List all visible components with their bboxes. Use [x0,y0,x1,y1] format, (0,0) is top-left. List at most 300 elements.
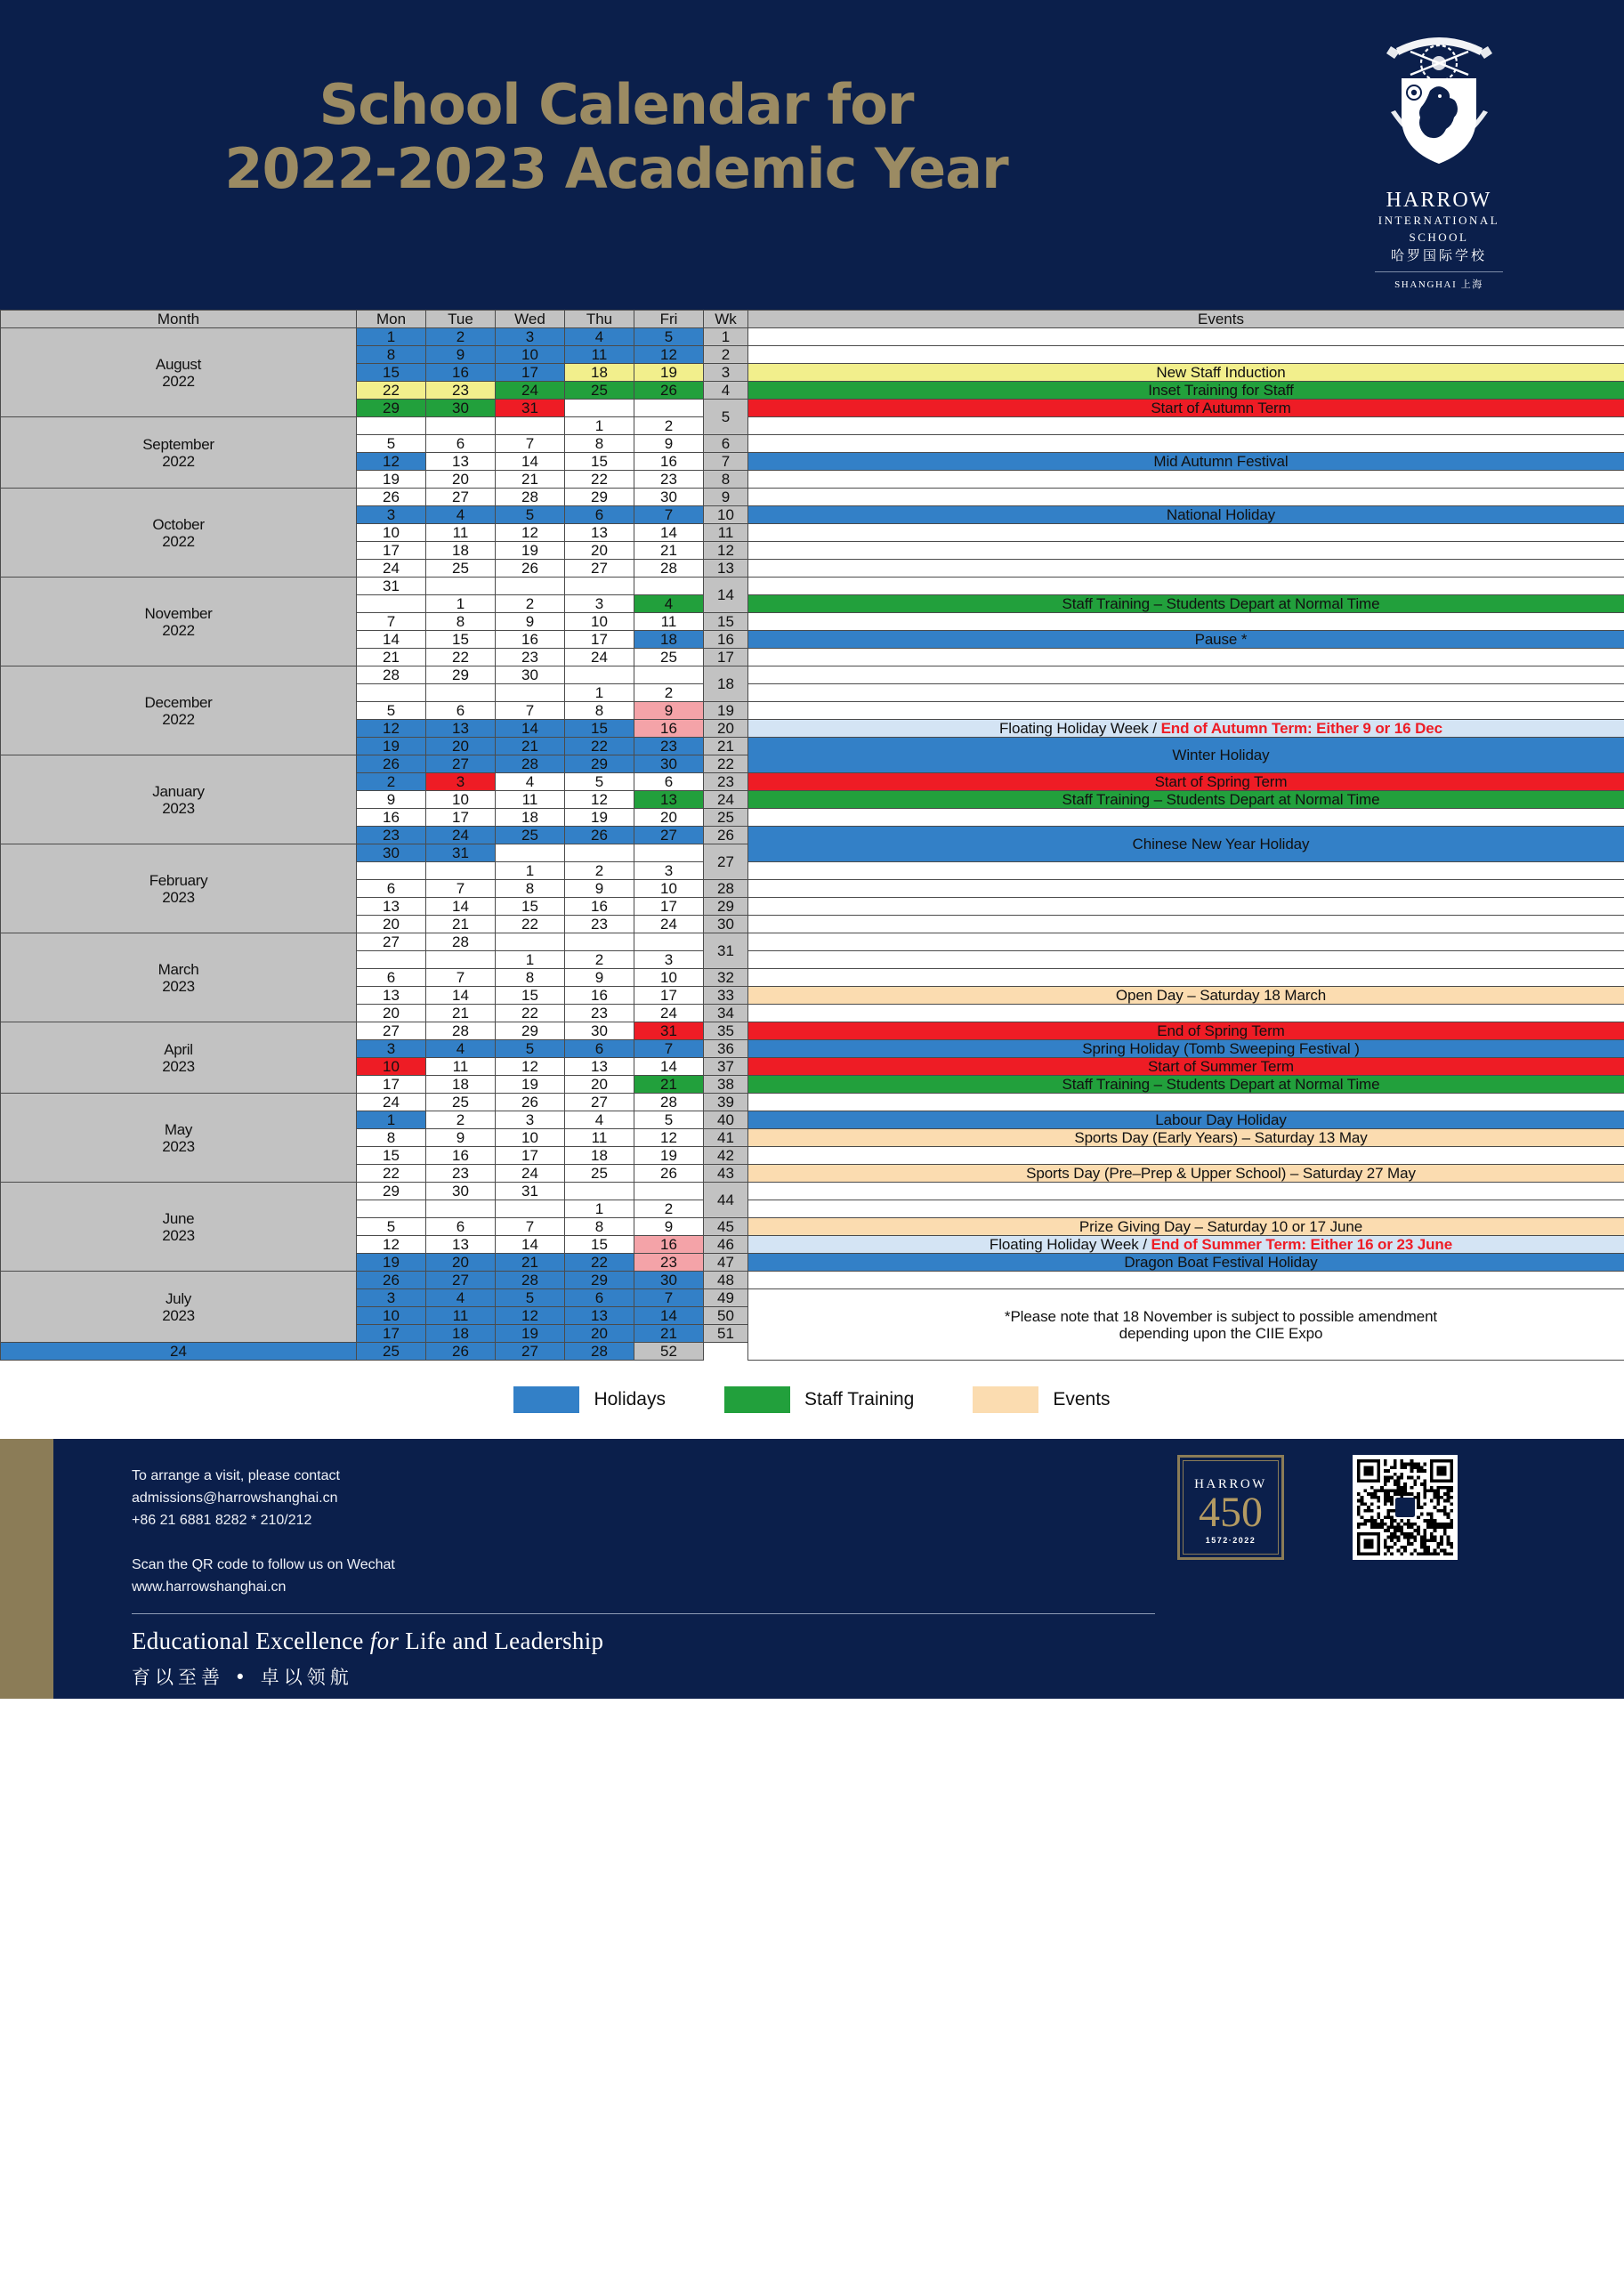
event-label-plain: Floating Holiday Week / [999,720,1161,737]
week-number-cell: 26 [704,827,748,844]
week-number-cell: 33 [704,987,748,1005]
week-number-cell: 36 [704,1040,748,1058]
col-header-wk: Wk [704,311,748,328]
day-cell: 20 [565,1325,634,1343]
motto-english [132,1628,603,1655]
day-cell: 24 [357,1094,426,1111]
month-label-june [1,1183,357,1272]
day-cell: 1 [565,684,634,702]
day-cell: 17 [357,1076,426,1094]
website-url[interactable]: www.harrowshanghai.cn [132,1579,287,1595]
day-cell: 7 [634,506,704,524]
week-number-cell: 47 [704,1254,748,1272]
day-cell: 28 [357,666,426,684]
day-cell: 8 [565,435,634,453]
month-name: June [162,1209,195,1227]
day-cell [634,666,704,684]
legend-item-staff-training [724,1386,914,1413]
day-cell: 29 [565,1272,634,1289]
week-number-cell: 12 [704,542,748,560]
day-cell: 7 [357,613,426,631]
day-cell: 2 [565,951,634,969]
day-cell: 12 [496,524,565,542]
day-cell [426,1200,496,1218]
day-cell [496,417,565,435]
day-cell: 22 [565,738,634,755]
day-cell: 15 [426,631,496,649]
day-cell: 5 [634,328,704,346]
badge-harrow-text: HARROW [1194,1477,1267,1491]
day-cell: 3 [357,1040,426,1058]
event-cell [748,933,1624,951]
day-cell: 24 [634,916,704,933]
day-cell: 14 [496,720,565,738]
day-cell: 10 [426,791,496,809]
col-header-thu: Thu [565,311,634,328]
day-cell: 23 [634,471,704,489]
month-name: October [152,515,205,533]
crest-divider [1375,271,1503,272]
day-cell: 27 [634,827,704,844]
event-cell: National Holiday [748,506,1624,524]
day-cell: 22 [496,916,565,933]
day-cell: 6 [357,880,426,898]
day-cell: 23 [634,1254,704,1272]
event-cell: Staff Training – Students Depart at Normal Time [748,1076,1624,1094]
event-cell: Spring Holiday (Tomb Sweeping Festival ) [748,1040,1624,1058]
day-cell: 30 [426,400,496,417]
day-cell: 11 [634,613,704,631]
month-name: May [164,1120,193,1138]
day-cell: 19 [496,542,565,560]
page-footer [0,1439,1624,1699]
legend-label: Staff Training [804,1389,915,1410]
week-number-cell: 5 [704,400,748,435]
week-number-cell: 24 [704,791,748,809]
contact-email[interactable]: admissions@harrowshanghai.cn [132,1490,338,1506]
day-cell: 16 [357,809,426,827]
day-cell: 14 [634,1307,704,1325]
week-number-cell: 42 [704,1147,748,1165]
day-cell: 15 [565,1236,634,1254]
day-cell: 3 [357,1289,426,1307]
calendar-week-row [1,1183,1624,1200]
footer-divider [132,1613,1155,1614]
day-cell: 19 [496,1076,565,1094]
day-cell: 17 [357,542,426,560]
event-cell [748,1094,1624,1111]
motto-english-b: Life and Leadership [399,1628,604,1654]
day-cell: 5 [357,702,426,720]
day-cell: 14 [496,1236,565,1254]
col-header-mon: Mon [357,311,426,328]
wechat-instruction: Scan the QR code to follow us on Wechat [132,1557,395,1572]
day-cell: 29 [496,1022,565,1040]
day-cell: 21 [496,1254,565,1272]
day-cell: 23 [426,382,496,400]
month-label-april [1,1022,357,1094]
event-cell [748,702,1624,720]
calendar-week-row [1,328,1624,346]
day-cell [634,844,704,862]
event-cell: Mid Autumn Festival [748,453,1624,471]
col-header-tue: Tue [426,311,496,328]
day-cell [357,417,426,435]
week-number-cell: 22 [704,755,748,773]
week-number-cell: 4 [704,382,748,400]
event-cell [748,898,1624,916]
day-cell [426,684,496,702]
event-cell: Labour Day Holiday [748,1111,1624,1129]
week-number-cell: 28 [704,880,748,898]
month-label-august [1,328,357,417]
day-cell: 1 [565,417,634,435]
day-cell: 16 [634,1236,704,1254]
motto-chinese: 育以至善 • 卓以领航 [132,1667,353,1688]
day-cell: 24 [634,1005,704,1022]
day-cell: 20 [426,471,496,489]
day-cell: 13 [565,1307,634,1325]
day-cell: 12 [357,1236,426,1254]
day-cell: 19 [634,364,704,382]
event-cell [748,649,1624,666]
day-cell: 23 [565,1005,634,1022]
week-number-cell: 50 [704,1307,748,1325]
day-cell: 31 [496,400,565,417]
day-cell: 18 [634,631,704,649]
event-cell [748,951,1624,969]
day-cell: 16 [565,898,634,916]
event-cell [748,720,1624,738]
day-cell: 22 [565,1254,634,1272]
day-cell: 27 [426,1272,496,1289]
week-number-cell: 13 [704,560,748,578]
day-cell: 16 [634,720,704,738]
month-year: 2023 [162,888,195,906]
day-cell: 31 [426,844,496,862]
day-cell: 27 [426,489,496,506]
day-cell: 12 [634,1129,704,1147]
legend-swatch [973,1386,1038,1413]
day-cell: 26 [357,755,426,773]
event-cell: Staff Training – Students Depart at Normal Time [748,791,1624,809]
calendar-week-row [1,1272,1624,1289]
day-cell: 21 [426,916,496,933]
month-year: 2022 [162,710,195,728]
day-cell: 15 [496,898,565,916]
day-cell: 19 [565,809,634,827]
week-number-cell: 7 [704,453,748,471]
harrow-450-badge [1177,1455,1284,1560]
day-cell: 6 [565,1040,634,1058]
day-cell: 24 [357,560,426,578]
week-number-cell: 48 [704,1272,748,1289]
qr-code-icon [1357,1459,1453,1555]
month-name: March [158,960,199,978]
day-cell: 9 [634,702,704,720]
event-cell: End of Spring Term [748,1022,1624,1040]
day-cell: 18 [426,1076,496,1094]
day-cell: 14 [496,453,565,471]
footer-accent-bar [0,1439,53,1699]
event-label-highlight: End of Summer Term: Either 16 or 23 June [1151,1236,1453,1253]
day-cell: 4 [426,1289,496,1307]
day-cell: 13 [426,720,496,738]
day-cell: 27 [496,1343,565,1361]
day-cell: 28 [565,1343,634,1361]
day-cell: 15 [496,987,565,1005]
page-title-line1: School Calendar for [319,72,914,137]
day-cell: 18 [565,364,634,382]
month-name: April [164,1040,193,1058]
month-label-january [1,755,357,844]
day-cell: 1 [426,595,496,613]
event-cell [748,916,1624,933]
day-cell: 11 [565,1129,634,1147]
day-cell: 2 [496,595,565,613]
contact-block [132,1466,340,1531]
day-cell: 11 [426,1058,496,1076]
day-cell: 18 [426,542,496,560]
week-number-cell: 51 [704,1325,748,1343]
day-cell: 27 [357,1022,426,1040]
week-number-cell: 39 [704,1094,748,1111]
day-cell: 9 [426,346,496,364]
wechat-qr-code[interactable] [1353,1455,1458,1560]
day-cell: 24 [496,382,565,400]
day-cell: 29 [357,400,426,417]
day-cell: 10 [634,880,704,898]
day-cell: 7 [496,702,565,720]
week-number-cell: 9 [704,489,748,506]
motto-english-for: for [369,1628,400,1654]
day-cell: 27 [565,1094,634,1111]
day-cell [634,578,704,595]
badge-450-text: 450 [1199,1489,1263,1536]
day-cell: 7 [426,880,496,898]
week-number-cell: 32 [704,969,748,987]
month-label-may [1,1094,357,1183]
day-cell: 23 [634,738,704,755]
day-cell: 25 [357,1343,426,1361]
day-cell: 13 [357,987,426,1005]
day-cell: 22 [357,382,426,400]
day-cell: 14 [426,898,496,916]
week-number-cell: 1 [704,328,748,346]
event-cell [748,1272,1624,1289]
week-number-cell: 37 [704,1058,748,1076]
day-cell: 22 [565,471,634,489]
event-cell [748,684,1624,702]
event-cell: Staff Training – Students Depart at Normal Time [748,595,1624,613]
day-cell [426,951,496,969]
legend-label: Holidays [594,1389,666,1410]
event-cell: Prize Giving Day – Saturday 10 or 17 June [748,1218,1624,1236]
day-cell: 15 [357,1147,426,1165]
day-cell: 5 [565,773,634,791]
day-cell: 9 [634,435,704,453]
month-label-november [1,578,357,666]
day-cell: 2 [565,862,634,880]
day-cell: 13 [357,898,426,916]
day-cell: 13 [426,1236,496,1254]
day-cell: 13 [426,453,496,471]
week-number-cell: 3 [704,364,748,382]
badge-years-text: 1572·2022 [1205,1536,1256,1545]
day-cell: 30 [634,1272,704,1289]
week-number-cell: 40 [704,1111,748,1129]
calendar-table [0,310,1624,1361]
day-cell: 6 [426,1218,496,1236]
event-cell: Chinese New Year Holiday [748,827,1624,862]
day-cell [496,578,565,595]
day-cell: 7 [496,435,565,453]
month-year: 2022 [162,372,195,390]
school-name-international: INTERNATIONAL [1378,214,1500,228]
school-name-school: SCHOOL [1409,230,1469,244]
month-year: 2023 [162,799,195,817]
month-year: 2022 [162,621,195,639]
day-cell: 5 [634,1111,704,1129]
day-cell: 17 [496,1147,565,1165]
month-year: 2022 [162,532,195,550]
day-cell [496,684,565,702]
calendar-body [1,328,1624,1361]
day-cell: 17 [426,809,496,827]
day-cell: 23 [496,649,565,666]
week-number-cell: 35 [704,1022,748,1040]
month-label-july [1,1272,357,1343]
month-year: 2022 [162,452,195,470]
day-cell: 28 [426,1022,496,1040]
week-number-cell: 10 [704,506,748,524]
day-cell: 12 [634,346,704,364]
day-cell: 30 [357,844,426,862]
page-title-line2: 2022-2023 Academic Year [224,135,1008,201]
day-cell: 6 [565,506,634,524]
calendar-week-row [1,578,1624,595]
day-cell: 7 [426,969,496,987]
day-cell: 29 [426,666,496,684]
month-name: January [152,782,205,800]
event-cell [748,809,1624,827]
day-cell: 10 [634,969,704,987]
calendar-week-row [1,1022,1624,1040]
day-cell: 10 [565,613,634,631]
event-cell [748,471,1624,489]
day-cell: 30 [496,666,565,684]
week-number-cell: 31 [704,933,748,969]
day-cell: 9 [565,969,634,987]
contact-intro: To arrange a visit, please contact [132,1468,340,1483]
day-cell: 21 [496,738,565,755]
legend-item-holidays [513,1386,666,1413]
day-cell: 30 [426,1183,496,1200]
day-cell: 24 [426,827,496,844]
day-cell: 16 [426,364,496,382]
day-cell [357,951,426,969]
day-cell: 6 [565,1289,634,1307]
day-cell: 18 [496,809,565,827]
calendar-legend [0,1361,1624,1439]
day-cell [565,400,634,417]
day-cell [496,1200,565,1218]
month-name: December [144,693,213,711]
day-cell: 8 [357,1129,426,1147]
calendar-week-row [1,489,1624,506]
event-cell: Sports Day (Early Years) – Saturday 13 May [748,1129,1624,1147]
day-cell: 21 [357,649,426,666]
day-cell: 14 [357,631,426,649]
month-label-march [1,933,357,1022]
day-cell: 25 [496,827,565,844]
event-cell: Dragon Boat Festival Holiday [748,1254,1624,1272]
legend-swatch [513,1386,579,1413]
school-campus: SHANGHAI 上海 [1394,279,1483,291]
day-cell: 28 [496,755,565,773]
day-cell: 16 [496,631,565,649]
day-cell: 10 [357,524,426,542]
event-cell [748,1200,1624,1218]
event-cell [748,524,1624,542]
month-year: 2023 [162,1057,195,1075]
week-number-cell: 18 [704,666,748,702]
event-cell [748,880,1624,898]
day-cell: 20 [634,809,704,827]
day-cell: 8 [565,1218,634,1236]
day-cell [565,578,634,595]
day-cell: 20 [426,1254,496,1272]
day-cell: 19 [634,1147,704,1165]
event-cell [748,613,1624,631]
event-cell [748,666,1624,684]
day-cell: 18 [565,1147,634,1165]
day-cell [426,417,496,435]
week-number-cell: 27 [704,844,748,880]
day-cell: 8 [565,702,634,720]
week-number-cell: 11 [704,524,748,542]
day-cell: 2 [426,328,496,346]
calendar-week-row [1,933,1624,951]
week-number-cell: 16 [704,631,748,649]
week-number-cell: 45 [704,1218,748,1236]
day-cell: 20 [426,738,496,755]
week-number-cell: 41 [704,1129,748,1147]
day-cell: 12 [565,791,634,809]
event-label-highlight: End of Autumn Term: Either 9 or 16 Dec [1160,720,1442,737]
day-cell: 5 [357,435,426,453]
month-label-february [1,844,357,933]
week-number-cell: 14 [704,578,748,613]
calendar-week-row [1,666,1624,684]
day-cell: 25 [634,649,704,666]
day-cell: 22 [357,1165,426,1183]
week-number-cell: 29 [704,898,748,916]
day-cell: 12 [357,720,426,738]
day-cell: 2 [634,417,704,435]
day-cell: 24 [496,1165,565,1183]
day-cell: 16 [565,987,634,1005]
month-name: July [165,1289,192,1307]
col-header-events: Events [748,311,1624,328]
week-number-cell: 25 [704,809,748,827]
day-cell: 11 [565,346,634,364]
day-cell: 26 [426,1343,496,1361]
day-cell: 11 [496,791,565,809]
event-cell [748,1236,1624,1254]
col-header-fri: Fri [634,311,704,328]
event-cell [748,1005,1624,1022]
